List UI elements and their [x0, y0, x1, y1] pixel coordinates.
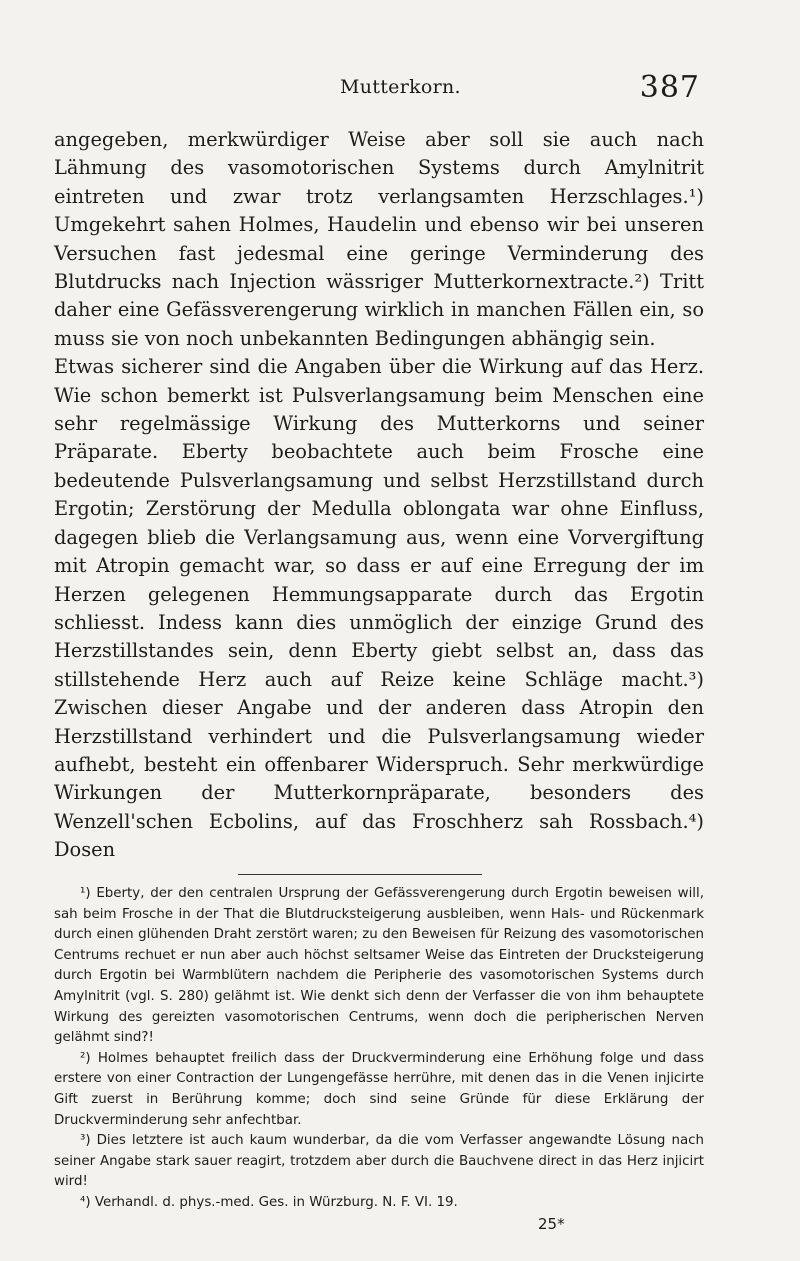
page-number: 387: [639, 70, 700, 105]
running-header: [340, 70, 700, 110]
footnote: ⁴) Verhandl. d. phys.-med. Ges. in Würzburg. N. F. VI. 19.: [80, 1194, 458, 1210]
body-paragraph: angegeben, merkwürdiger Weise aber soll sie auch nach Lähmung des vasomotorischen Systems durch Amylnitrit eintreten und zwar trotz verlangsamten Herzschlages.¹) Umgekehrt sahen Holmes, Haudelin und ebenso wir bei unseren Versuchen fast jedesmal eine geringe Verminderung des Blutdrucks nach Injection wässriger Mutterkornextracte.²) Tritt daher eine Gefässverengerung wirklich in manchen Fällen ein, so muss sie von noch unbekannten Bedingungen abhängig sein.: [54, 128, 704, 350]
footnote: ¹) Eberty, der den centralen Ursprung der Gefässverengerung durch Ergotin beweisen will, sah beim Frosche in der That die Blutdrucksteigerung ausbleiben, wenn Hals- und Rückenmark durch einen glühenden Draht zerstört waren; zu den Beweisen für Reizung des vasomotorischen Centrums rechuet er nun aber auch höchst seltsamer Weise das Eintreten der Drucksteigerung durch Ergotin bei Warmblütern nachdem die Peripherie des vasomotorischen Systems durch Amylnitrit (vgl. S. 280) gelähmt ist. Wie denkt sich denn der Verfasser die von ihm behauptete Wirkung des gereizten vasomotorischen Centrums, wenn doch die peripherischen Nerven gelähmt sind?!: [54, 886, 704, 1046]
signature-mark: 25*: [538, 1215, 565, 1233]
footnote: ²) Holmes behauptet freilich dass der Druckverminderung eine Erhöhung folge und dass erstere von einer Contraction der Lungengefässe herrühre, mit denen das in die Venen injicirte Gift zuerst in Berührung komme; doch sind seine Gründe für diese Erklärung der Druckverminderung sehr anfechtbar.: [54, 1050, 704, 1128]
footnote-separator: [238, 874, 482, 875]
running-title: Mutterkorn.: [340, 76, 461, 98]
footnotes: [54, 884, 704, 1214]
body-paragraph: Etwas sicherer sind die Angaben über die Wirkung auf das Herz. Wie schon bemerkt ist Pulsverlangsamung beim Menschen eine sehr regelmässige Wirkung des Mutterkorns und seiner Präparate. Eberty beobachtete auch beim Frosche eine bedeutende Pulsverlangsamung und selbst Herzstillstand durch Ergotin; Zerstörung der Medulla oblongata war ohne Einfluss, dagegen blieb die Verlangsamung aus, wenn eine Vorvergiftung mit Atropin gemacht war, so dass er auf eine Erregung der im Herzen gelegenen Hemmungsapparate durch das Ergotin schliesst. Indess kann dies unmöglich der einzige Grund des Herzstillstandes sein, denn Eberty giebt selbst an, dass das stillstehende Herz auch auf Reize keine Schläge macht.³) Zwischen dieser Angabe und der anderen dass Atropin den Herzstillstand verhindert und die Pulsverlangsamung wieder aufhebt, besteht ein offenbarer Widerspruch. Sehr merkwürdige Wirkungen der Mutterkornpräparate, besonders des Wenzell'schen Ecbolins, auf das Froschherz sah Rossbach.⁴) Dosen: [54, 355, 704, 862]
footnote: ³) Dies letztere ist auch kaum wunderbar, da die vom Verfasser angewandte Lösung nach seiner Angabe stark sauer reagirt, trotzdem aber durch die Bauchvene direct in das Herz injicirt wird!: [54, 1133, 704, 1190]
body-text: [54, 126, 704, 865]
